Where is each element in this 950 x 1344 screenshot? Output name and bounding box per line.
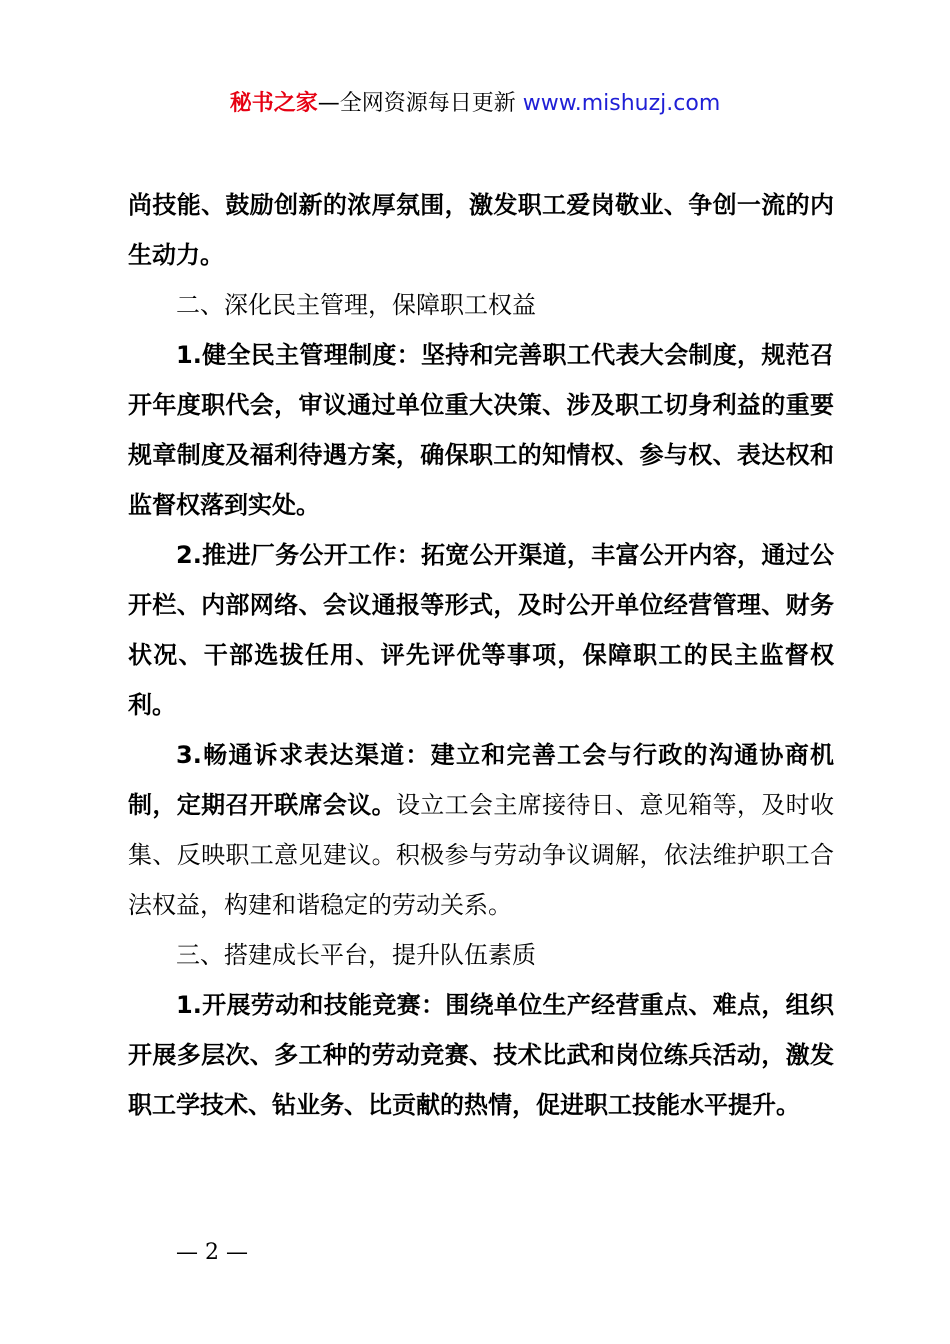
section-heading-2: 二、深化民主管理，保障职工权益 [176, 291, 536, 319]
site-url[interactable]: www.mishuzj.com [522, 91, 721, 116]
paragraph-item-2-3-body: 设立工会主席接待日、意见箱等，及时收集、反映职工意见建议。积极参与劳动争议调解，依法维护职工合法权益，构建和谐稳定的劳动关系。 [128, 791, 835, 919]
section-heading-3: 三、搭建成长平台，提升队伍素质 [176, 941, 536, 969]
paragraph-item-2-3 [128, 730, 834, 930]
paragraph-item-2-2: 2.推进厂务公开工作：拓宽公开渠道，丰富公开内容，通过公开栏、内部网络、会议通报等形式，及时公开单位经营管理、财务状况、干部选拔任用、评先评优等事项，保障职工的民主监督权利。 [128, 541, 834, 719]
site-header [0, 88, 950, 120]
paragraph-item-2-3-lead: 3.畅通诉求表达渠道：建立和完善工会与行政的沟通协商机制，定期召开联席会议。 [128, 741, 834, 819]
paragraph-item-2-1: 1.健全民主管理制度：坚持和完善职工代表大会制度，规范召开年度职代会，审议通过单位重大决策、涉及职工切身利益的重要规章制度及福利待遇方案，确保职工的知情权、参与权、表达权和监督权落到实处。 [128, 341, 834, 519]
paragraph-item-3-1: 1.开展劳动和技能竞赛：围绕单位生产经营重点、难点，组织开展多层次、多工种的劳动竞赛、技术比武和岗位练兵活动，激发职工学技术、钻业务、比贡献的热情，促进职工技能水平提升。 [128, 991, 834, 1119]
site-brand: 秘书之家 [229, 91, 318, 116]
site-tagline: —全网资源每日更新 [317, 91, 523, 116]
paragraph-continued: 尚技能、鼓励创新的浓厚氛围，激发职工爱岗敬业、争创一流的内生动力。 [128, 191, 834, 269]
document-body [128, 180, 834, 1130]
page-number: — 2 — [176, 1240, 248, 1265]
